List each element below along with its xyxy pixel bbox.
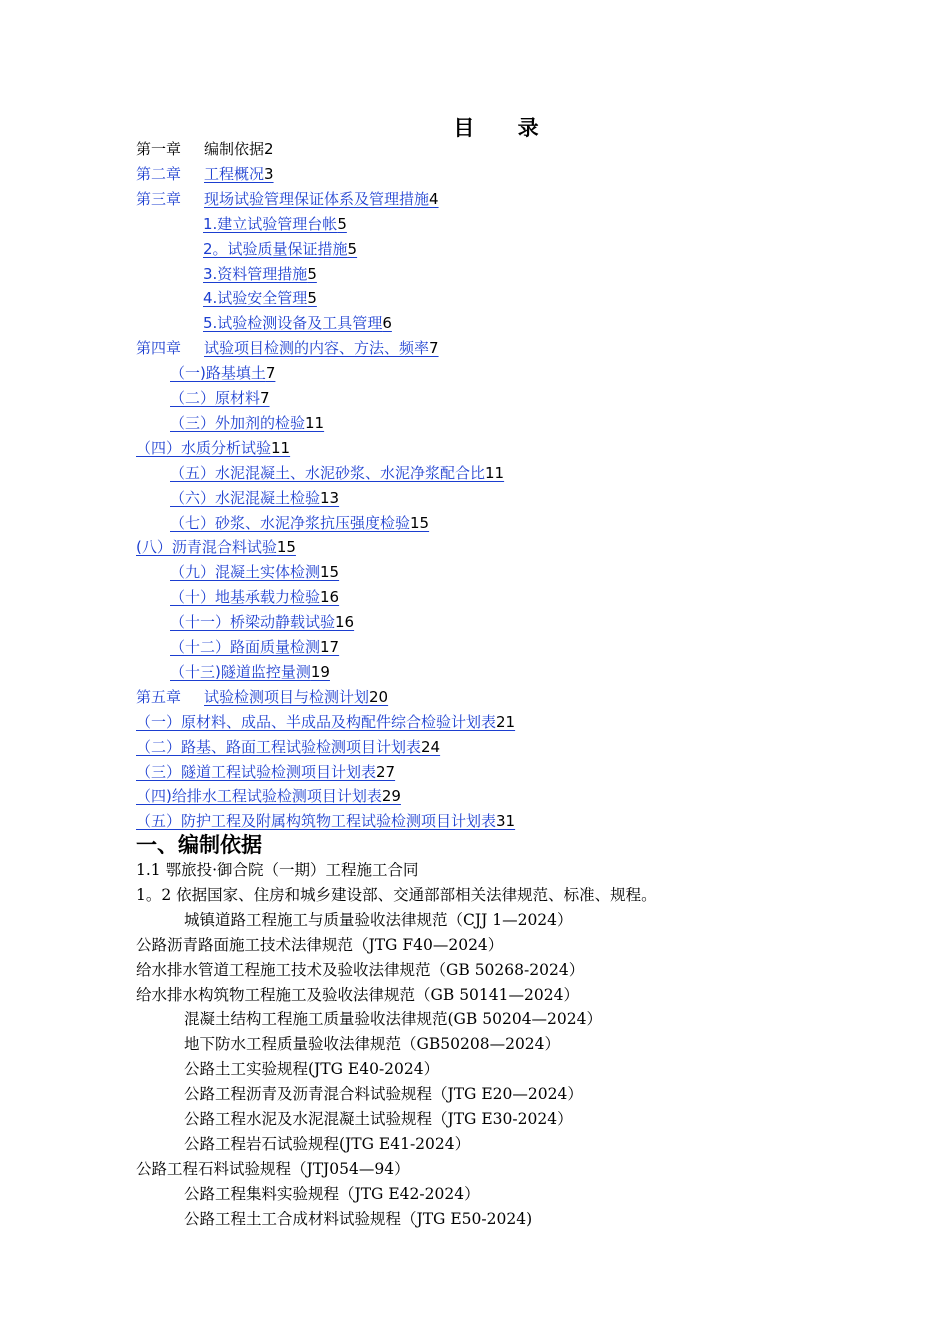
toc-entry-title: （十三)隧道监控量测 [170, 662, 311, 681]
toc-entry[interactable] [170, 511, 429, 535]
toc-page-number: 15 [410, 513, 430, 532]
body-line: 给水排水构筑物工程施工及验收法律规范（GB 50141—2024） [136, 985, 579, 1004]
toc-link[interactable] [136, 538, 296, 556]
toc-page-number: 5 [337, 214, 347, 233]
toc-entry[interactable] [136, 710, 515, 734]
toc-entry[interactable] [203, 262, 317, 286]
toc-entry-title: （十二）路面质量检测 [170, 638, 321, 656]
toc-chapter-label: 第一章 [136, 140, 182, 158]
toc-link[interactable] [136, 738, 440, 756]
toc-page-number: 6 [382, 314, 392, 333]
toc-page-number: 5 [347, 239, 358, 258]
toc-page-number: 4 [429, 189, 439, 208]
toc-entry[interactable] [136, 784, 401, 808]
toc-entry-title: 现场试验管理保证体系及管理措施 [204, 189, 430, 208]
toc-entry-title: (八）沥青混合料试验 [136, 538, 277, 557]
toc-entry-title: （二）路基、路面工程试验检测项目计划表 [136, 737, 422, 756]
body-line: 公路土工实验规程(JTG E40-2024） [184, 1060, 440, 1079]
toc-link[interactable] [170, 514, 429, 532]
toc-link[interactable] [136, 787, 401, 805]
toc-link[interactable] [170, 489, 339, 507]
body-line: 公路工程土工合成材料试验规程（JTG E50-2024) [184, 1209, 533, 1228]
toc-link[interactable] [170, 563, 339, 581]
toc-entry[interactable] [170, 411, 324, 435]
toc-chapter-label: 第四章 [136, 339, 182, 358]
toc-entry-title: （一）原材料、成品、半成品及构配件综合检验计划表 [136, 712, 497, 731]
toc-entry-title: 试验项目检测的内容、方法、频率 [204, 339, 430, 358]
toc-text [136, 140, 274, 158]
body-line: 公路工程沥青及沥青混合料试验规程（JTG E20—2024） [184, 1085, 583, 1104]
toc-link[interactable] [170, 663, 330, 681]
toc-entry[interactable] [203, 286, 317, 310]
toc-page-number: 19 [310, 662, 330, 681]
toc-entry[interactable] [203, 311, 392, 335]
toc-entry-title: 5.试验检测设备及工具管理 [203, 314, 383, 333]
toc-entry[interactable] [170, 635, 339, 659]
toc-page-number: 11 [485, 463, 505, 482]
body-line: 给水排水管道工程施工技术及验收法律规范（GB 50268-2024） [136, 960, 585, 979]
toc-page-number: 16 [335, 613, 355, 632]
page-title: 目 录 [453, 116, 557, 140]
toc-page-number: 16 [320, 588, 340, 607]
toc-page-number: 5 [307, 289, 317, 308]
toc-chapter-label: 第三章 [136, 189, 182, 208]
toc-page-number: 21 [496, 712, 516, 731]
toc-entry-title: （四）水质分析试验 [136, 438, 272, 457]
toc-entry-title: 3.资料管理措施 [203, 264, 308, 283]
body-line: 公路工程集料实验规程（JTG E42-2024） [184, 1184, 480, 1203]
toc-entry[interactable] [170, 386, 270, 410]
toc-page-number: 31 [496, 812, 516, 831]
toc-entry[interactable] [136, 187, 439, 211]
toc-entry[interactable] [136, 735, 440, 759]
toc-entry[interactable] [170, 585, 339, 609]
toc-link[interactable] [136, 763, 395, 781]
toc-entry[interactable] [136, 336, 439, 360]
toc-entry-title: 编制依据 [204, 140, 265, 158]
body-line: 1.1 鄂旅投·御合院（一期）工程施工合同 [136, 861, 419, 879]
toc-page-number: 17 [320, 638, 340, 656]
toc-entry[interactable] [170, 486, 339, 510]
toc-link[interactable] [170, 464, 504, 482]
toc-entry-title: 工程概况 [204, 164, 265, 183]
toc-link[interactable] [170, 588, 339, 606]
toc-entry[interactable] [136, 162, 274, 186]
toc-link[interactable] [136, 190, 439, 208]
toc-entry-title: （七）砂浆、水泥净浆抗压强度检验 [170, 513, 411, 532]
toc-entry[interactable] [203, 212, 347, 236]
toc-entry[interactable] [136, 535, 296, 559]
body-line: 地下防水工程质量验收法律规范（GB50208—2024） [184, 1035, 561, 1054]
toc-page-number: 20 [369, 687, 389, 706]
toc-chapter-label: 第五章 [136, 687, 182, 706]
toc-page-number: 11 [271, 438, 291, 457]
toc-link[interactable] [136, 812, 515, 830]
toc-entry[interactable] [136, 760, 395, 784]
toc-page-number: 15 [276, 538, 296, 557]
toc-link[interactable] [170, 638, 339, 656]
toc-page-number: 7 [260, 389, 270, 407]
toc-link[interactable] [170, 414, 324, 432]
toc-entry-title: （四)给排水工程试验检测项目计划表 [136, 787, 382, 806]
toc-entry-title: （五）防护工程及附属构筑物工程试验检测项目计划表 [136, 812, 497, 831]
toc-entry-title: 4.试验安全管理 [203, 289, 308, 308]
toc-link[interactable] [170, 389, 270, 407]
body-line: 公路沥青路面施工技术法律规范（JTG F40—2024） [136, 935, 504, 954]
toc-entry[interactable] [136, 436, 290, 460]
toc-link[interactable] [170, 613, 354, 631]
toc-entry-title: （三）隧道工程试验检测项目计划表 [136, 762, 377, 781]
toc-link[interactable] [136, 439, 290, 457]
toc-link[interactable] [203, 265, 317, 283]
toc-entry-title: 1.建立试验管理台帐 [203, 214, 338, 233]
body-line: 1。2 依据国家、住房和城乡建设部、交通部部相关法律规范、标准、规程。 [136, 885, 657, 904]
toc-link[interactable] [136, 713, 515, 731]
toc-link[interactable] [203, 314, 392, 332]
toc-page-number: 5 [307, 264, 317, 283]
toc-entry[interactable] [170, 461, 504, 485]
toc-entry[interactable] [170, 610, 354, 634]
toc-entry [136, 137, 274, 161]
body-line: 公路工程岩石试验规程(JTG E41-2024） [184, 1134, 471, 1153]
toc-page-number: 24 [421, 737, 441, 756]
toc-page-number: 27 [376, 762, 396, 781]
toc-page-number: 15 [320, 563, 340, 582]
toc-link[interactable] [136, 339, 439, 357]
toc-link[interactable] [136, 688, 388, 706]
toc-link[interactable] [203, 215, 347, 233]
toc-entry-title: （三）外加剂的检验 [170, 413, 306, 432]
toc-entry[interactable] [203, 237, 357, 261]
body-line: 城镇道路工程施工与质量验收法律规范（CJJ 1—2024） [184, 910, 573, 929]
toc-entry-title: （五）水泥混凝土、水泥砂浆、水泥净浆配合比 [170, 463, 486, 482]
toc-page-number: 11 [305, 413, 325, 432]
toc-page-number: 3 [264, 164, 274, 183]
body-line: 混凝土结构工程施工质量验收法律规范(GB 50204—2024） [184, 1010, 603, 1029]
toc-page-number: 2 [264, 140, 274, 158]
body-line: 公路工程水泥及水泥混凝土试验规程（JTG E30-2024） [184, 1110, 573, 1128]
toc-link[interactable] [170, 364, 275, 382]
toc-entry[interactable] [170, 560, 339, 584]
section-heading: 一、编制依据 [136, 833, 262, 857]
toc-chapter-label: 第二章 [136, 164, 182, 183]
toc-entry[interactable] [136, 685, 388, 709]
toc-entry-title: 试验检测项目与检测计划 [204, 687, 370, 706]
toc-entry-title: （十）地基承载力检验 [170, 588, 321, 607]
toc-entry[interactable] [170, 660, 330, 684]
toc-link[interactable] [136, 165, 274, 183]
toc-page-number: 7 [429, 339, 439, 358]
body-line: 公路工程石料试验规程（JTJ054—94） [136, 1159, 410, 1178]
toc-link[interactable] [203, 240, 357, 258]
toc-link[interactable] [203, 289, 317, 307]
toc-page-number: 13 [320, 488, 340, 507]
toc-entry-title: （六）水泥混凝土检验 [170, 488, 321, 507]
toc-entry-title: （二）原材料 [170, 389, 261, 407]
toc-entry[interactable] [170, 361, 275, 385]
toc-entry-title: （十一）桥梁动静载试验 [170, 613, 336, 632]
toc-entry-title: （一)路基填土 [170, 364, 266, 383]
toc-page-number: 7 [265, 364, 276, 383]
toc-page-number: 29 [381, 787, 401, 806]
toc-entry-title: 2。试验质量保证措施 [203, 239, 348, 258]
toc-entry-title: （九）混凝土实体检测 [170, 563, 321, 582]
